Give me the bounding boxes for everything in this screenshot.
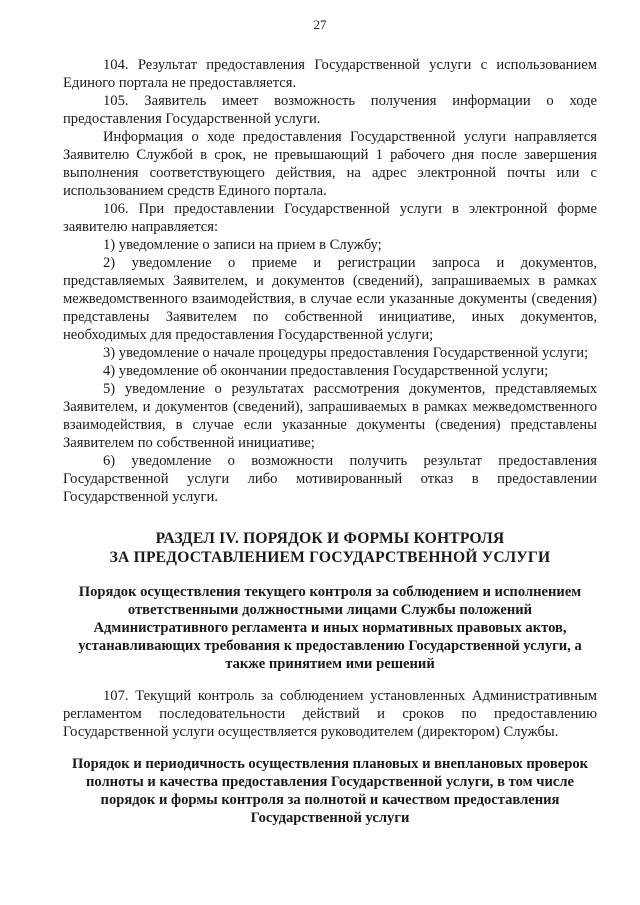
- paragraph-106: 106. При предоставлении Государственной услуги в электронной форме заявителю направляется:: [63, 201, 597, 235]
- section-heading: [63, 529, 597, 567]
- paragraph-104: 104. Результат предоставления Государственной услуги с использованием Единого портала не предоставляется.: [63, 57, 597, 91]
- paragraph-progress-info: Информация о ходе предоставления Государственной услуги направляется Заявителю Службой в срок, не превышающий 1 рабочего дня после завершения выполнения соответствующего действия, на адрес электронной почты или с использованием средств Единого портала.: [63, 129, 597, 199]
- list-item-1: 1) уведомление о записи на прием в Службу;: [103, 237, 382, 253]
- section-heading-line-2: ЗА ПРЕДОСТАВЛЕНИЕМ ГОСУДАРСТВЕННОЙ УСЛУГИ: [109, 549, 551, 566]
- subheading-current-control: Порядок осуществления текущего контроля за соблюдением и исполнением ответственными должностными лицами Службы положений Административного регламента и иных нормативных правовых актов, устанавливающих требования к предоставлению Государственной услуги, а также принятием ими решений: [78, 584, 582, 672]
- list-item-2: 2) уведомление о приеме и регистрации запроса и документов, представляемых Заявителем, и документов (сведений), запрашиваемых в рамках межведомственного взаимодействия, в случае если указанные документы (сведения) представлены Заявителем по собственной инициативе, иных документов, необходимых для предоставления Государственной услуги;: [63, 255, 597, 343]
- list-item-4: 4) уведомление об окончании предоставления Государственной услуги;: [103, 363, 549, 379]
- section-heading-line-1: РАЗДЕЛ IV. ПОРЯДОК И ФОРМЫ КОНТРОЛЯ: [155, 530, 505, 547]
- paragraph-105: 105. Заявитель имеет возможность получения информации о ходе предоставления Государственной услуги.: [63, 93, 597, 127]
- list-item-3: 3) уведомление о начале процедуры предоставления Государственной услуги;: [103, 345, 589, 361]
- list-item-6: 6) уведомление о возможности получить результат предоставления Государственной услуги либо мотивированный отказ в предоставлении Государственной услуги.: [63, 453, 597, 505]
- document-body: [63, 56, 597, 827]
- paragraph-107: 107. Текущий контроль за соблюдением установленных Административным регламентом последовательности действий и сроков по предоставлению Государственной услуги осуществляется руководителем (директором) Службы.: [63, 688, 597, 740]
- subheading-inspections: Порядок и периодичность осуществления плановых и внеплановых проверок полноты и качества предоставления Государственной услуги, в том числе порядок и формы контроля за полнотой и качеством предоставления Государственной услуги: [71, 756, 589, 826]
- list-item-5: 5) уведомление о результатах рассмотрения документов, представляемых Заявителем, и документов (сведений), запрашиваемых в рамках межведомственного взаимодействия, в случае если указанные документы (сведения) представлены Заявителем по собственной инициативе;: [63, 381, 597, 451]
- page-number: 27: [313, 17, 327, 32]
